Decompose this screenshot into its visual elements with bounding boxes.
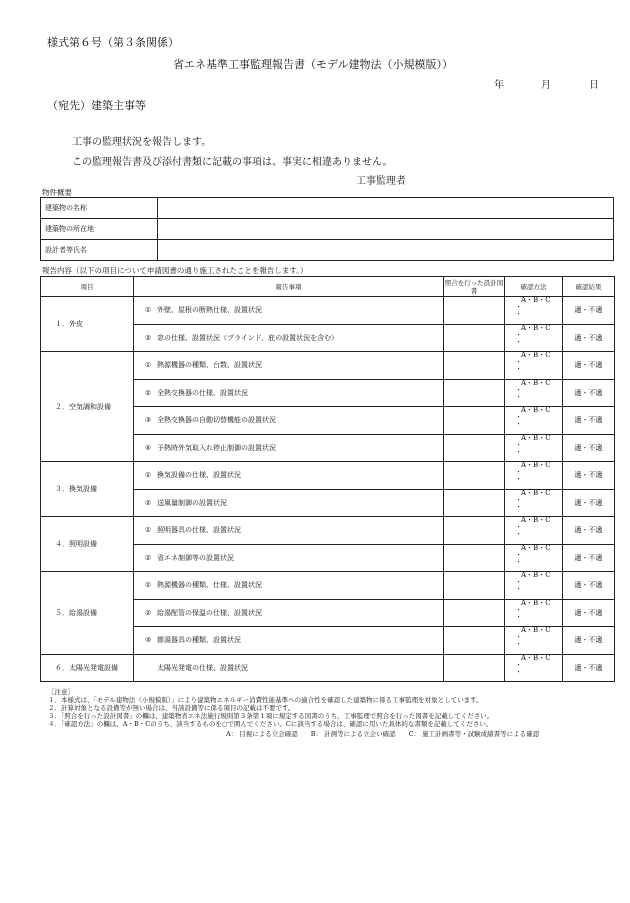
drawings-cell[interactable]	[444, 297, 505, 325]
method-bullet: ・	[515, 447, 522, 456]
result-cell[interactable]: 適・不適	[563, 599, 615, 627]
report-matter-cell	[134, 627, 444, 655]
method-options[interactable]: A・B・C	[521, 543, 551, 552]
drawings-cell[interactable]	[444, 462, 505, 490]
outline-label-location: 建築物の所在地	[41, 219, 158, 240]
method-bullet: ・	[515, 578, 522, 586]
note-2: ２．計算対象となる設備等が無い場合は、当該設備等に係る項目の記載は不要です。	[48, 704, 295, 712]
date-year-label: 年	[494, 80, 504, 91]
method-legend: A： 目視による立会確認 B： 計測等による立会い確認 C： 施工計画書等・試験成績書等による確認	[226, 730, 540, 738]
method-bullet: ・	[515, 660, 522, 669]
method-bullet: ・	[515, 557, 522, 566]
report-matter-cell	[134, 489, 444, 517]
item-number: ①	[144, 526, 152, 535]
drawings-cell[interactable]	[444, 324, 505, 352]
method-bullet: ・	[515, 310, 522, 318]
item-number: ②	[144, 388, 152, 397]
method-cell[interactable]	[505, 544, 563, 572]
addressee: （宛先）建築主事等	[47, 99, 146, 112]
report-matter-text: 照明器具の仕様、設置状況	[157, 526, 241, 535]
report-matter-text: 給湯配管の保温の仕様、設置状況	[157, 608, 262, 617]
method-bullet: ・	[515, 392, 522, 401]
method-cell[interactable]	[505, 407, 563, 435]
category-label: １．外皮	[41, 297, 134, 352]
method-bullet: ・	[515, 337, 522, 346]
item-number: ①	[144, 306, 152, 315]
item-number: ②	[144, 608, 152, 617]
report-matter-text: 節湯器具の種類、設置状況	[157, 636, 241, 645]
drawings-cell[interactable]	[444, 352, 505, 380]
method-bullet: ・	[515, 440, 522, 449]
method-bullet: ・	[515, 330, 522, 339]
method-bullet: ・	[515, 475, 522, 483]
supervisor-label: 工事監理者	[356, 176, 406, 187]
report-matter-cell	[134, 352, 444, 380]
method-cell[interactable]	[505, 324, 563, 352]
method-options[interactable]: A・B・C	[521, 571, 551, 579]
method-cell[interactable]	[505, 572, 563, 600]
category-label: ５．給湯設備	[41, 572, 134, 655]
method-options[interactable]: A・B・C	[521, 461, 551, 469]
drawings-cell[interactable]	[444, 544, 505, 572]
drawings-cell[interactable]	[444, 434, 505, 462]
date-day-label: 日	[589, 80, 599, 91]
report-matter-cell	[134, 407, 444, 435]
category-label: ４．照明設備	[41, 517, 134, 572]
intro-line-2: この監理報告書及び添付書類に記載の事項は、事実に相違ありません。	[72, 157, 393, 168]
method-bullet: ・	[515, 385, 522, 394]
method-bullet: ・	[515, 633, 522, 641]
outline-heading: 物件概要	[42, 188, 72, 197]
method-options[interactable]: A・B・C	[521, 323, 551, 332]
outline-value-name[interactable]	[158, 198, 614, 219]
result-cell[interactable]: 適・不適	[563, 297, 615, 325]
method-cell[interactable]	[505, 297, 563, 325]
drawings-cell[interactable]	[444, 627, 505, 655]
category-label: ２．空気調和設備	[41, 352, 134, 462]
method-bullet: ・	[515, 413, 522, 421]
drawings-cell[interactable]	[444, 407, 505, 435]
item-number: ①	[144, 361, 152, 370]
item-number: ②	[144, 553, 152, 562]
method-cell[interactable]	[505, 599, 563, 627]
method-options[interactable]: A・B・C	[521, 351, 551, 359]
method-bullet: ・	[515, 640, 522, 648]
report-matter-cell	[134, 599, 444, 627]
method-cell[interactable]	[505, 434, 563, 462]
result-cell[interactable]: 適・不適	[563, 407, 615, 435]
result-cell[interactable]: 適・不適	[563, 434, 615, 462]
table-row	[41, 654, 615, 682]
result-cell[interactable]: 適・不適	[563, 544, 615, 572]
method-cell[interactable]	[505, 462, 563, 490]
category-label: ６．太陽光発電設備	[41, 654, 134, 682]
method-bullet: ・	[515, 303, 522, 311]
column-header-method: 確認方法	[505, 277, 563, 297]
method-bullet: ・	[515, 468, 522, 476]
method-bullet: ・	[515, 667, 522, 676]
category-label: ３．換気設備	[41, 462, 134, 517]
method-options[interactable]: A・B・C	[521, 296, 551, 304]
drawings-cell[interactable]	[444, 599, 505, 627]
result-cell[interactable]: 適・不適	[563, 379, 615, 407]
report-matter-cell	[134, 517, 444, 545]
outline-value-designer[interactable]	[158, 240, 614, 261]
note-1: １．本様式は、「モデル建物法（小規模版）」により建築物エネルギー消費性能基準への適合性を確認した建築物に係る工事監理を対象としています。	[48, 696, 483, 704]
method-bullet: ・	[515, 585, 522, 593]
table-row	[41, 572, 615, 600]
column-header-item: 項目	[41, 277, 134, 297]
method-cell[interactable]	[505, 352, 563, 380]
result-cell[interactable]: 適・不適	[563, 627, 615, 655]
drawings-cell[interactable]	[444, 517, 505, 545]
table-row	[41, 462, 615, 490]
drawings-cell[interactable]	[444, 572, 505, 600]
outline-label-name: 建築物の名称	[41, 198, 158, 219]
result-cell[interactable]: 適・不適	[563, 517, 615, 545]
result-cell[interactable]: 適・不適	[563, 572, 615, 600]
method-options[interactable]: A・B・C	[521, 378, 551, 387]
result-cell[interactable]: 適・不適	[563, 462, 615, 490]
report-matter-text: 熱源機器の種類、台数、設置状況	[157, 361, 262, 370]
item-number: ③	[144, 636, 152, 645]
column-header-result: 確認結果	[563, 277, 615, 297]
report-matter-text: 外壁、屋根の断熱仕様、設置状況	[157, 306, 262, 315]
report-matter-cell	[134, 572, 444, 600]
item-number: ③	[144, 416, 152, 425]
method-cell[interactable]	[505, 489, 563, 517]
notes-heading: ［注意］	[48, 688, 74, 696]
report-matter-text: 省エネ制御等の設置状況	[157, 553, 234, 562]
method-options[interactable]: A・B・C	[521, 653, 551, 662]
method-cell[interactable]	[505, 379, 563, 407]
drawings-cell[interactable]	[444, 654, 505, 682]
item-number: ④	[144, 443, 152, 452]
method-bullet: ・	[515, 365, 522, 373]
note-3: ３．「照合を行った設計図書」の欄は、建築物省エネ法施行規則第３条第１項に規定する図書のうち、工事監理で照合を行った図書を記載してください。	[48, 712, 494, 720]
column-header-drawings: 照合を行った設計図書	[444, 278, 504, 295]
outline-label-designer: 設計者等氏名	[41, 240, 158, 261]
method-bullet: ・	[515, 495, 522, 504]
report-matter-text: 予熱時外気取入れ停止制御の設置状況	[157, 443, 276, 452]
date-month-label: 月	[541, 80, 551, 91]
report-matter-cell	[134, 297, 444, 325]
report-heading: 報告内容（以下の項目について申請図書の通り施工されたことを報告します。）	[42, 266, 308, 275]
report-matter-cell	[134, 379, 444, 407]
method-cell[interactable]	[505, 517, 563, 545]
method-options[interactable]: A・B・C	[521, 626, 551, 634]
form-number: 様式第６号（第３条関係）	[47, 36, 179, 49]
report-table	[40, 276, 615, 682]
result-cell[interactable]: 適・不適	[563, 352, 615, 380]
table-row	[41, 517, 615, 545]
report-matter-cell	[134, 544, 444, 572]
method-options[interactable]: A・B・C	[521, 516, 551, 524]
method-bullet: ・	[515, 612, 522, 621]
outline-value-location[interactable]	[158, 219, 614, 240]
drawings-cell[interactable]	[444, 489, 505, 517]
result-cell[interactable]: 適・不適	[563, 324, 615, 352]
table-row	[41, 297, 615, 325]
item-number: ①	[144, 471, 152, 480]
method-cell[interactable]	[505, 627, 563, 655]
item-number: ②	[144, 498, 152, 507]
table-row	[41, 352, 615, 380]
drawings-cell[interactable]	[444, 379, 505, 407]
report-matter-text: 太陽光発電の仕様、設置状況	[157, 663, 248, 672]
method-bullet: ・	[515, 523, 522, 531]
report-matter-text: 全熱交換器の自動切替機能の設置状況	[157, 416, 276, 425]
method-options[interactable]: A・B・C	[521, 488, 551, 497]
report-matter-text: 換気設備の仕様、設置状況	[157, 471, 241, 480]
report-matter-cell	[134, 462, 444, 490]
page-title: 省エネ基準工事監理報告書（モデル建物法（小規模版））	[173, 58, 453, 71]
report-matter-text: 熱源機器の種類、仕様、設置状況	[157, 581, 262, 590]
intro-line-1: 工事の監理状況を報告します。	[72, 137, 212, 148]
report-matter-text: 全熱交換器の仕様、設置状況	[157, 388, 248, 397]
item-number: ②	[144, 333, 152, 342]
method-bullet: ・	[515, 420, 522, 428]
method-bullet: ・	[515, 502, 522, 511]
property-outline-table	[40, 197, 614, 261]
method-options[interactable]: A・B・C	[521, 433, 551, 442]
method-bullet: ・	[515, 530, 522, 538]
method-bullet: ・	[515, 605, 522, 614]
note-4: ４．「確認方法」の欄は、A・B・Cのうち、該当するものを○で囲んでください。Cに該当する場合は、確認に用いた具体的な書類を記載してください。	[48, 720, 493, 728]
result-cell[interactable]: 適・不適	[563, 654, 615, 682]
report-matter-text: 窓の仕様、設置状況（ブラインド、庇の設置状況を含む）	[157, 333, 339, 342]
result-cell[interactable]: 適・不適	[563, 489, 615, 517]
method-bullet: ・	[515, 358, 522, 366]
method-bullet: ・	[515, 550, 522, 559]
report-matter-text: 送風量制御の設置状況	[157, 498, 227, 507]
method-options[interactable]: A・B・C	[521, 598, 551, 607]
method-options[interactable]: A・B・C	[521, 406, 551, 414]
method-cell[interactable]	[505, 654, 563, 682]
report-matter-cell	[134, 654, 444, 682]
item-number: ①	[144, 581, 152, 590]
report-matter-cell	[134, 434, 444, 462]
report-matter-cell	[134, 324, 444, 352]
column-header-matter: 報告事項	[134, 277, 444, 297]
